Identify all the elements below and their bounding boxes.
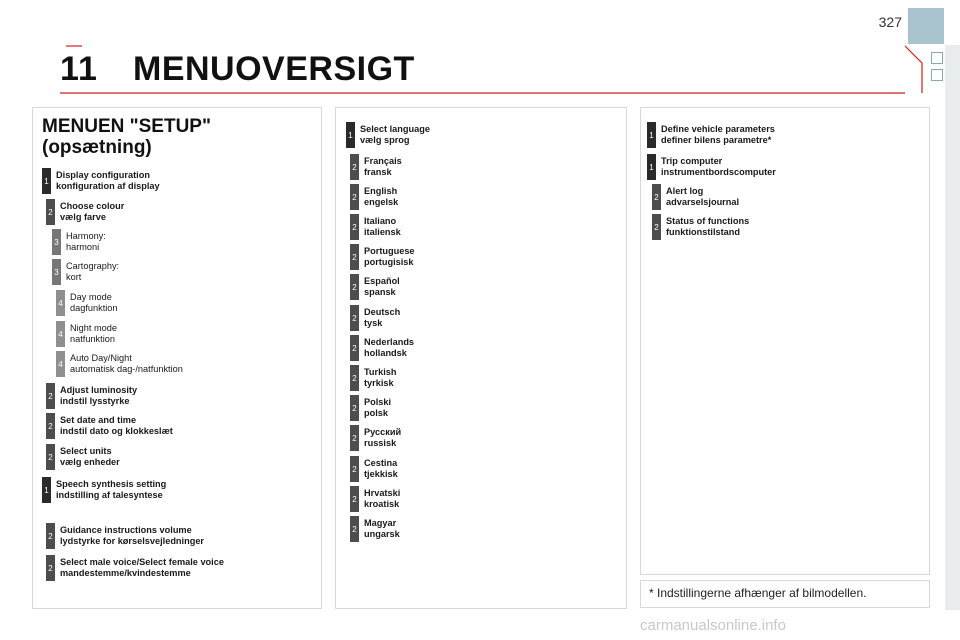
- menu-item-line2: indstil lysstyrke: [60, 395, 130, 406]
- menu-item-text: [60, 446, 120, 467]
- menu-item-line2: funktionstilstand: [666, 226, 741, 237]
- menu-item-line1: Select language: [360, 124, 430, 134]
- level-badge: 2: [350, 395, 359, 421]
- menu-item-line1: Harmony:: [66, 231, 106, 241]
- level-badge: 4: [56, 351, 65, 377]
- level-badge: 2: [652, 184, 661, 210]
- footnote: * Indstillingerne afhænger af bilmodellen.: [649, 586, 867, 600]
- level-badge: 2: [46, 413, 55, 439]
- menu-item-text: [56, 479, 166, 500]
- level-badge: 2: [652, 214, 661, 240]
- menu-item-line2: advarselsjournal: [666, 196, 740, 207]
- menu-item-line2: engelsk: [364, 196, 399, 207]
- menu-item-line1: Trip computer: [661, 156, 723, 166]
- menu-item-text: [60, 415, 173, 436]
- menu-item-text: [60, 201, 124, 222]
- menu-item-text: [360, 124, 430, 145]
- section-title-line1: MENUEN "SETUP": [42, 116, 211, 137]
- menu-item-line1: Nederlands: [364, 337, 415, 347]
- menu-item-line1: Cartography:: [66, 261, 120, 271]
- menu-item-text: [364, 246, 415, 267]
- menu-item-line2: fransk: [364, 166, 392, 177]
- menu-item-text: [364, 518, 400, 539]
- menu-item-line2: spansk: [364, 286, 396, 297]
- level-badge: 2: [46, 444, 55, 470]
- menu-item-text: [364, 337, 414, 358]
- menu-item-line2: kroatisk: [364, 498, 400, 509]
- menu-item-text: [661, 156, 776, 177]
- menu-item-line1: Display configuration: [56, 170, 150, 180]
- menu-item-text: [666, 216, 749, 237]
- page-number: 327: [878, 14, 902, 30]
- menu-item-line2: konfiguration af display: [56, 180, 160, 191]
- menu-item-text: [70, 292, 118, 313]
- menu-item-line1: English: [364, 186, 398, 196]
- menu-item-line1: Magyar: [364, 518, 397, 528]
- level-badge: 4: [56, 321, 65, 347]
- menu-item-text: [66, 261, 119, 282]
- menu-item-line2: mandestemme/kvindestemme: [60, 567, 191, 578]
- level-badge: 2: [46, 383, 55, 409]
- level-badge: 1: [42, 477, 51, 503]
- menu-item-line2: dagfunktion: [70, 302, 118, 313]
- footnote-box: [640, 580, 930, 608]
- menu-item-line1: Status of functions: [666, 216, 750, 226]
- level-badge: 2: [46, 555, 55, 581]
- level-badge: 1: [647, 122, 656, 148]
- menu-item-line2: natfunktion: [70, 333, 115, 344]
- menu-item-line2: instrumentbordscomputer: [661, 166, 776, 177]
- menu-item-line2: lydstyrke for kørselsvejledninger: [60, 535, 204, 546]
- level-badge: 2: [46, 199, 55, 225]
- menu-item-line2: tyrkisk: [364, 377, 394, 388]
- menu-item-line2: indstilling af talesyntese: [56, 489, 163, 500]
- menu-item-line2: portugisisk: [364, 256, 414, 267]
- menu-item-line2: vælg farve: [60, 211, 106, 222]
- menu-item-line2: kort: [66, 271, 82, 282]
- section-title-line2: (opsætning): [42, 137, 152, 158]
- menu-item-line2: russisk: [364, 437, 397, 448]
- menu-item-text: [364, 156, 402, 177]
- level-badge: 2: [350, 274, 359, 300]
- menu-item-line1: Deutsch: [364, 307, 401, 317]
- menu-item-line1: Select male voice/Select female voice: [60, 557, 224, 567]
- menu-item-line1: Portuguese: [364, 246, 415, 256]
- level-badge: 1: [42, 168, 51, 194]
- menu-item-line1: Alert log: [666, 186, 704, 196]
- menu-item-text: [661, 124, 775, 145]
- level-badge: 2: [46, 523, 55, 549]
- menu-item-text: [60, 525, 204, 546]
- level-badge: 3: [52, 229, 61, 255]
- menu-item-line1: Italiano: [364, 216, 397, 226]
- menu-item-line2: polsk: [364, 407, 388, 418]
- menu-item-line1: Turkish: [364, 367, 397, 377]
- level-badge: 2: [350, 456, 359, 482]
- menu-item-line1: Español: [364, 276, 400, 286]
- menu-item-line2: automatisk dag-/natfunktion: [70, 363, 183, 374]
- menu-item-line2: harmoni: [66, 241, 100, 252]
- menu-item-line2: indstil dato og klokkeslæt: [60, 425, 173, 436]
- menu-item-line1: Define vehicle parameters: [661, 124, 775, 134]
- menu-item-text: [364, 488, 400, 509]
- menu-item-line2: tjekkisk: [364, 468, 398, 479]
- menu-item-text: [364, 367, 397, 388]
- menu-item-text: [364, 186, 398, 207]
- level-badge: 2: [350, 486, 359, 512]
- level-badge: 2: [350, 365, 359, 391]
- menu-item-line2: ungarsk: [364, 528, 400, 539]
- watermark: carmanualsonline.info: [640, 617, 786, 634]
- menu-item-line2: vælg sprog: [360, 134, 410, 145]
- menu-item-line1: Français: [364, 156, 402, 166]
- level-badge: 2: [350, 425, 359, 451]
- menu-item-line2: definer bilens parametre*: [661, 134, 772, 145]
- menu-item-line1: Guidance instructions volume: [60, 525, 192, 535]
- level-badge: 4: [56, 290, 65, 316]
- menu-item-line1: Speech synthesis setting: [56, 479, 167, 489]
- level-badge: 1: [647, 154, 656, 180]
- menu-item-line1: Day mode: [70, 292, 112, 302]
- menu-item-text: [56, 170, 160, 191]
- menu-item-line2: hollandsk: [364, 347, 407, 358]
- menu-item-line1: Polski: [364, 397, 392, 407]
- chapter-number: 11: [60, 50, 98, 88]
- menu-item-line1: Cestina: [364, 458, 398, 468]
- menu-item-text: [364, 276, 400, 297]
- menu-item-text: [66, 231, 106, 252]
- level-badge: 2: [350, 335, 359, 361]
- menu-item-text: [70, 323, 117, 344]
- menu-item-text: [364, 307, 400, 328]
- chapter-title: MENUOVERSIGT: [133, 50, 415, 88]
- menu-item-text: [364, 397, 391, 418]
- level-badge: 2: [350, 516, 359, 542]
- level-badge: 2: [350, 184, 359, 210]
- menu-item-text: [364, 427, 401, 448]
- section-title: [42, 116, 211, 158]
- menu-item-text: [364, 216, 401, 237]
- menu-item-line2: tysk: [364, 317, 383, 328]
- level-badge: 2: [350, 214, 359, 240]
- menu-item-text: [666, 186, 739, 207]
- menu-item-line1: Set date and time: [60, 415, 137, 425]
- level-badge: 2: [350, 154, 359, 180]
- level-badge: 2: [350, 244, 359, 270]
- menu-item-line1: Choose colour: [60, 201, 125, 211]
- menu-item-line1: Night mode: [70, 323, 117, 333]
- margin-strip: [945, 45, 960, 610]
- menu-item-line1: Select units: [60, 446, 112, 456]
- menu-item-text: [60, 557, 224, 578]
- menu-item-line1: Hrvatski: [364, 488, 401, 498]
- menu-item-text: [70, 353, 183, 374]
- menu-item-line1: Русский: [364, 427, 402, 437]
- menu-item-line1: Auto Day/Night: [70, 353, 132, 363]
- menu-item-line1: Adjust luminosity: [60, 385, 138, 395]
- level-badge: 3: [52, 259, 61, 285]
- menu-item-text: [60, 385, 137, 406]
- menu-item-text: [364, 458, 398, 479]
- level-badge: 2: [350, 305, 359, 331]
- level-badge: 1: [346, 122, 355, 148]
- menu-item-line2: vælg enheder: [60, 456, 120, 467]
- column-vehicle: [640, 107, 930, 575]
- menu-item-line2: italiensk: [364, 226, 401, 237]
